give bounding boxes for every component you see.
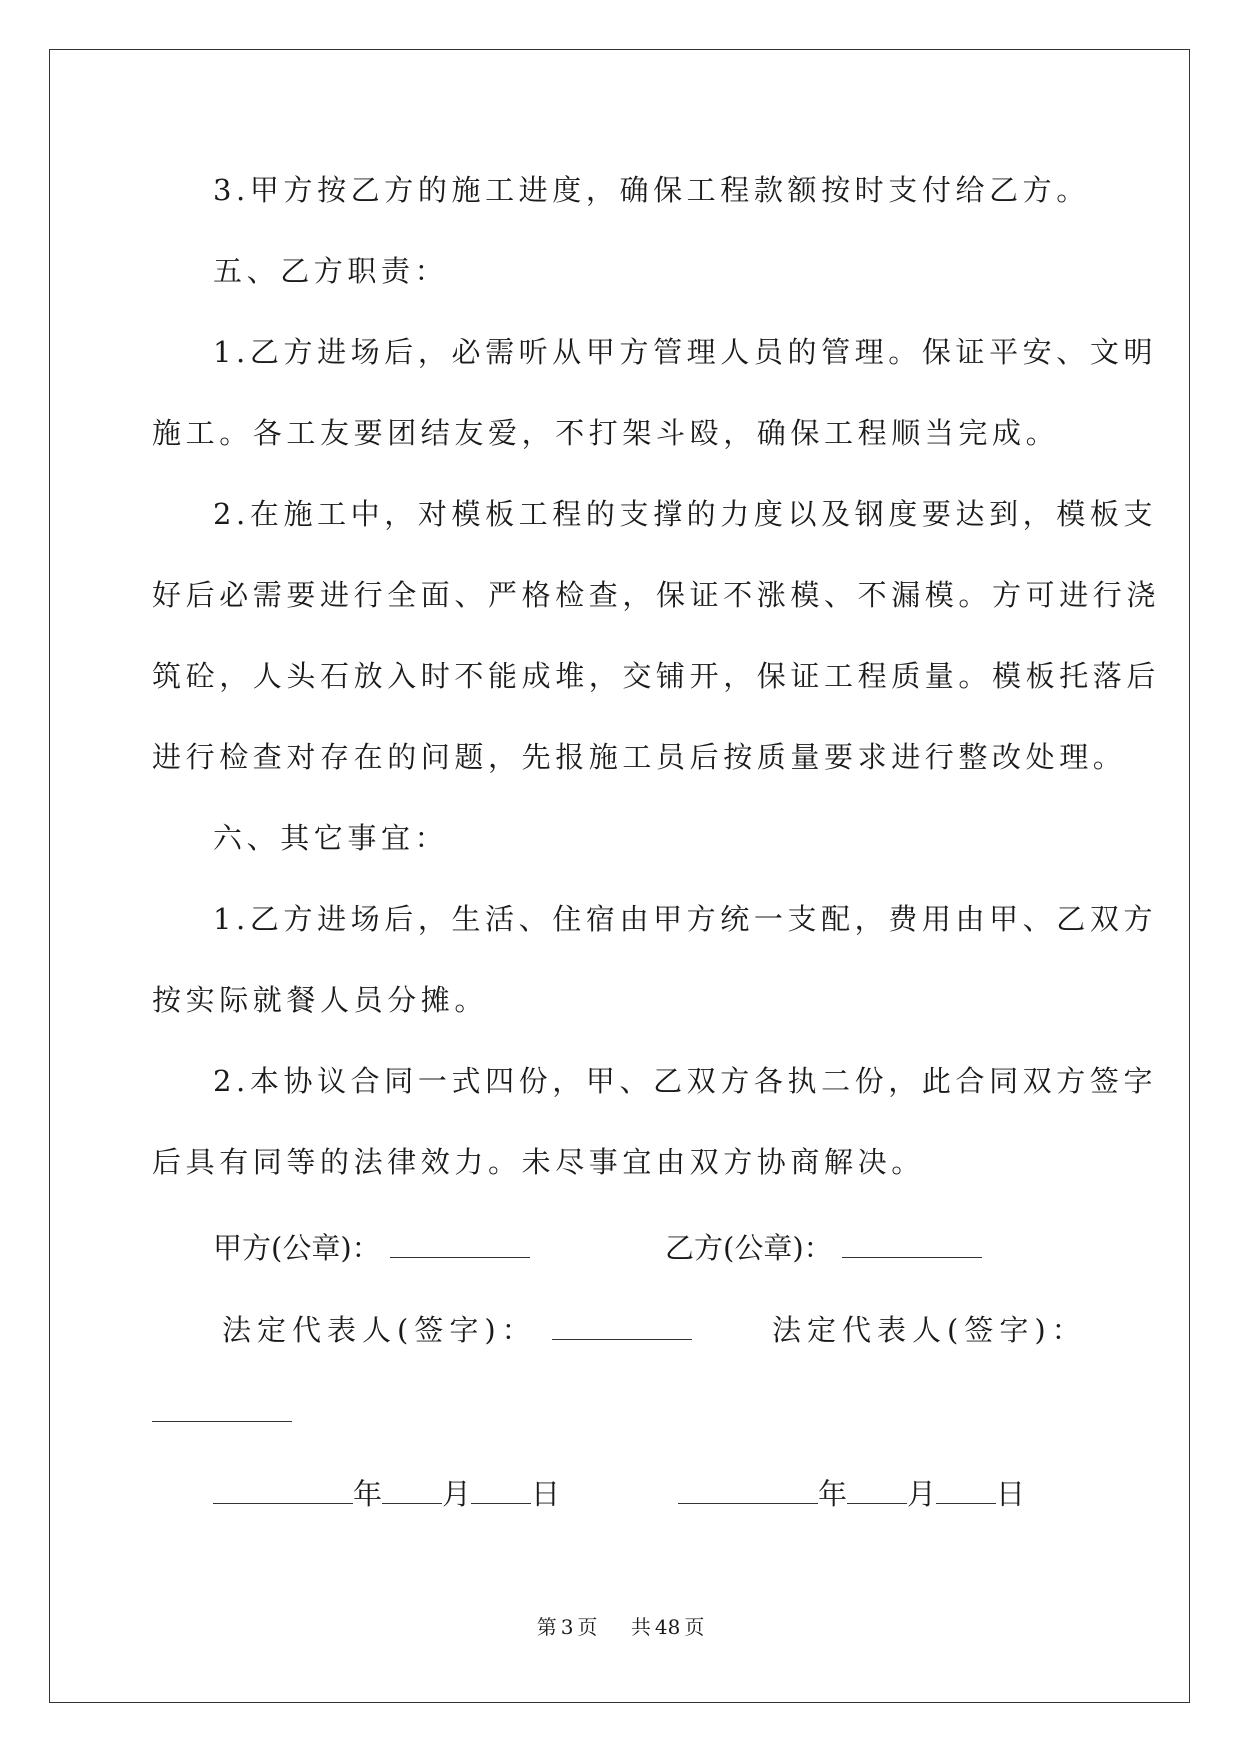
date-a-day-label: 日 [531, 1477, 561, 1511]
party-a-seal-label: 甲方(公章)： [213, 1231, 381, 1265]
date-a-line [213, 1474, 560, 1514]
party-a-seal-blank [390, 1229, 530, 1258]
party-b-seal-line [665, 1228, 982, 1268]
rep-b-line [772, 1310, 1087, 1350]
date-b-year-label: 年 [818, 1477, 848, 1511]
date-a-day-blank [471, 1475, 531, 1504]
paragraph-line: 按实际就餐人员分摊。 [152, 983, 489, 1017]
date-b-day-label: 日 [996, 1477, 1026, 1511]
total-suffix: 页 [684, 1615, 705, 1639]
party-b-seal-label: 乙方(公章)： [665, 1231, 833, 1265]
date-a-month-label: 月 [442, 1477, 472, 1511]
paragraph-line: 2.本协议合同一式四份，甲、乙双方各执二份，此合同双方签字 [213, 1064, 1158, 1098]
paragraph-line: 进行检查对存在的问题，先报施工员后按质量要求进行整改处理。 [152, 740, 1127, 774]
date-b-month-blank [847, 1475, 907, 1504]
page-prefix: 第 [536, 1615, 557, 1639]
rep-b-blank [152, 1393, 292, 1422]
section-heading: 六、其它事宜： [213, 821, 449, 855]
paragraph-line: 好后必需要进行全面、严格检查，保证不涨模、不漏模。方可进行浇 [152, 578, 1161, 612]
page-border [49, 49, 1190, 1703]
paragraph-line: 施工。各工友要团结友爱，不打架斗殴，确保工程顺当完成。 [152, 416, 1060, 450]
date-a-month-blank [382, 1475, 442, 1504]
party-b-seal-blank [842, 1229, 982, 1258]
section-heading: 五、乙方职责： [213, 254, 449, 288]
date-b-year-blank [678, 1475, 818, 1504]
paragraph-line: 后具有同等的法律效力。未尽事宜由双方协商解决。 [152, 1145, 925, 1179]
page-suffix: 页 [577, 1615, 598, 1639]
rep-a-label: 法定代表人(签字)： [222, 1313, 537, 1347]
page-indicator [535, 1615, 600, 1639]
paragraph-line: 筑砼，人头石放入时不能成堆，交铺开，保证工程质量。模板托落后 [152, 659, 1161, 693]
rep-a-line [222, 1310, 692, 1350]
page-number: 3 [560, 1615, 574, 1639]
party-a-seal-line [213, 1228, 530, 1268]
date-b-line [678, 1474, 1025, 1514]
total-pages-indicator [629, 1615, 706, 1639]
rep-a-blank [552, 1311, 692, 1340]
date-a-year-blank [213, 1475, 353, 1504]
total-pages: 48 [654, 1615, 681, 1639]
paragraph-line: 1.乙方进场后，生活、住宿由甲方统一支配，费用由甲、乙双方 [213, 902, 1158, 936]
rep-b-blank-line [152, 1392, 292, 1432]
total-prefix: 共 [630, 1615, 651, 1639]
page-footer [0, 1615, 1241, 1639]
rep-b-label: 法定代表人(签字)： [772, 1313, 1087, 1347]
paragraph-line: 1.乙方进场后，必需听从甲方管理人员的管理。保证平安、文明 [213, 335, 1158, 369]
paragraph-line: 2.在施工中，对模板工程的支撑的力度以及钢度要达到，模板支 [213, 497, 1158, 531]
date-b-month-label: 月 [907, 1477, 937, 1511]
date-a-year-label: 年 [353, 1477, 383, 1511]
paragraph-line: 3.甲方按乙方的施工进度，确保工程款额按时支付给乙方。 [213, 173, 1090, 207]
date-b-day-blank [936, 1475, 996, 1504]
